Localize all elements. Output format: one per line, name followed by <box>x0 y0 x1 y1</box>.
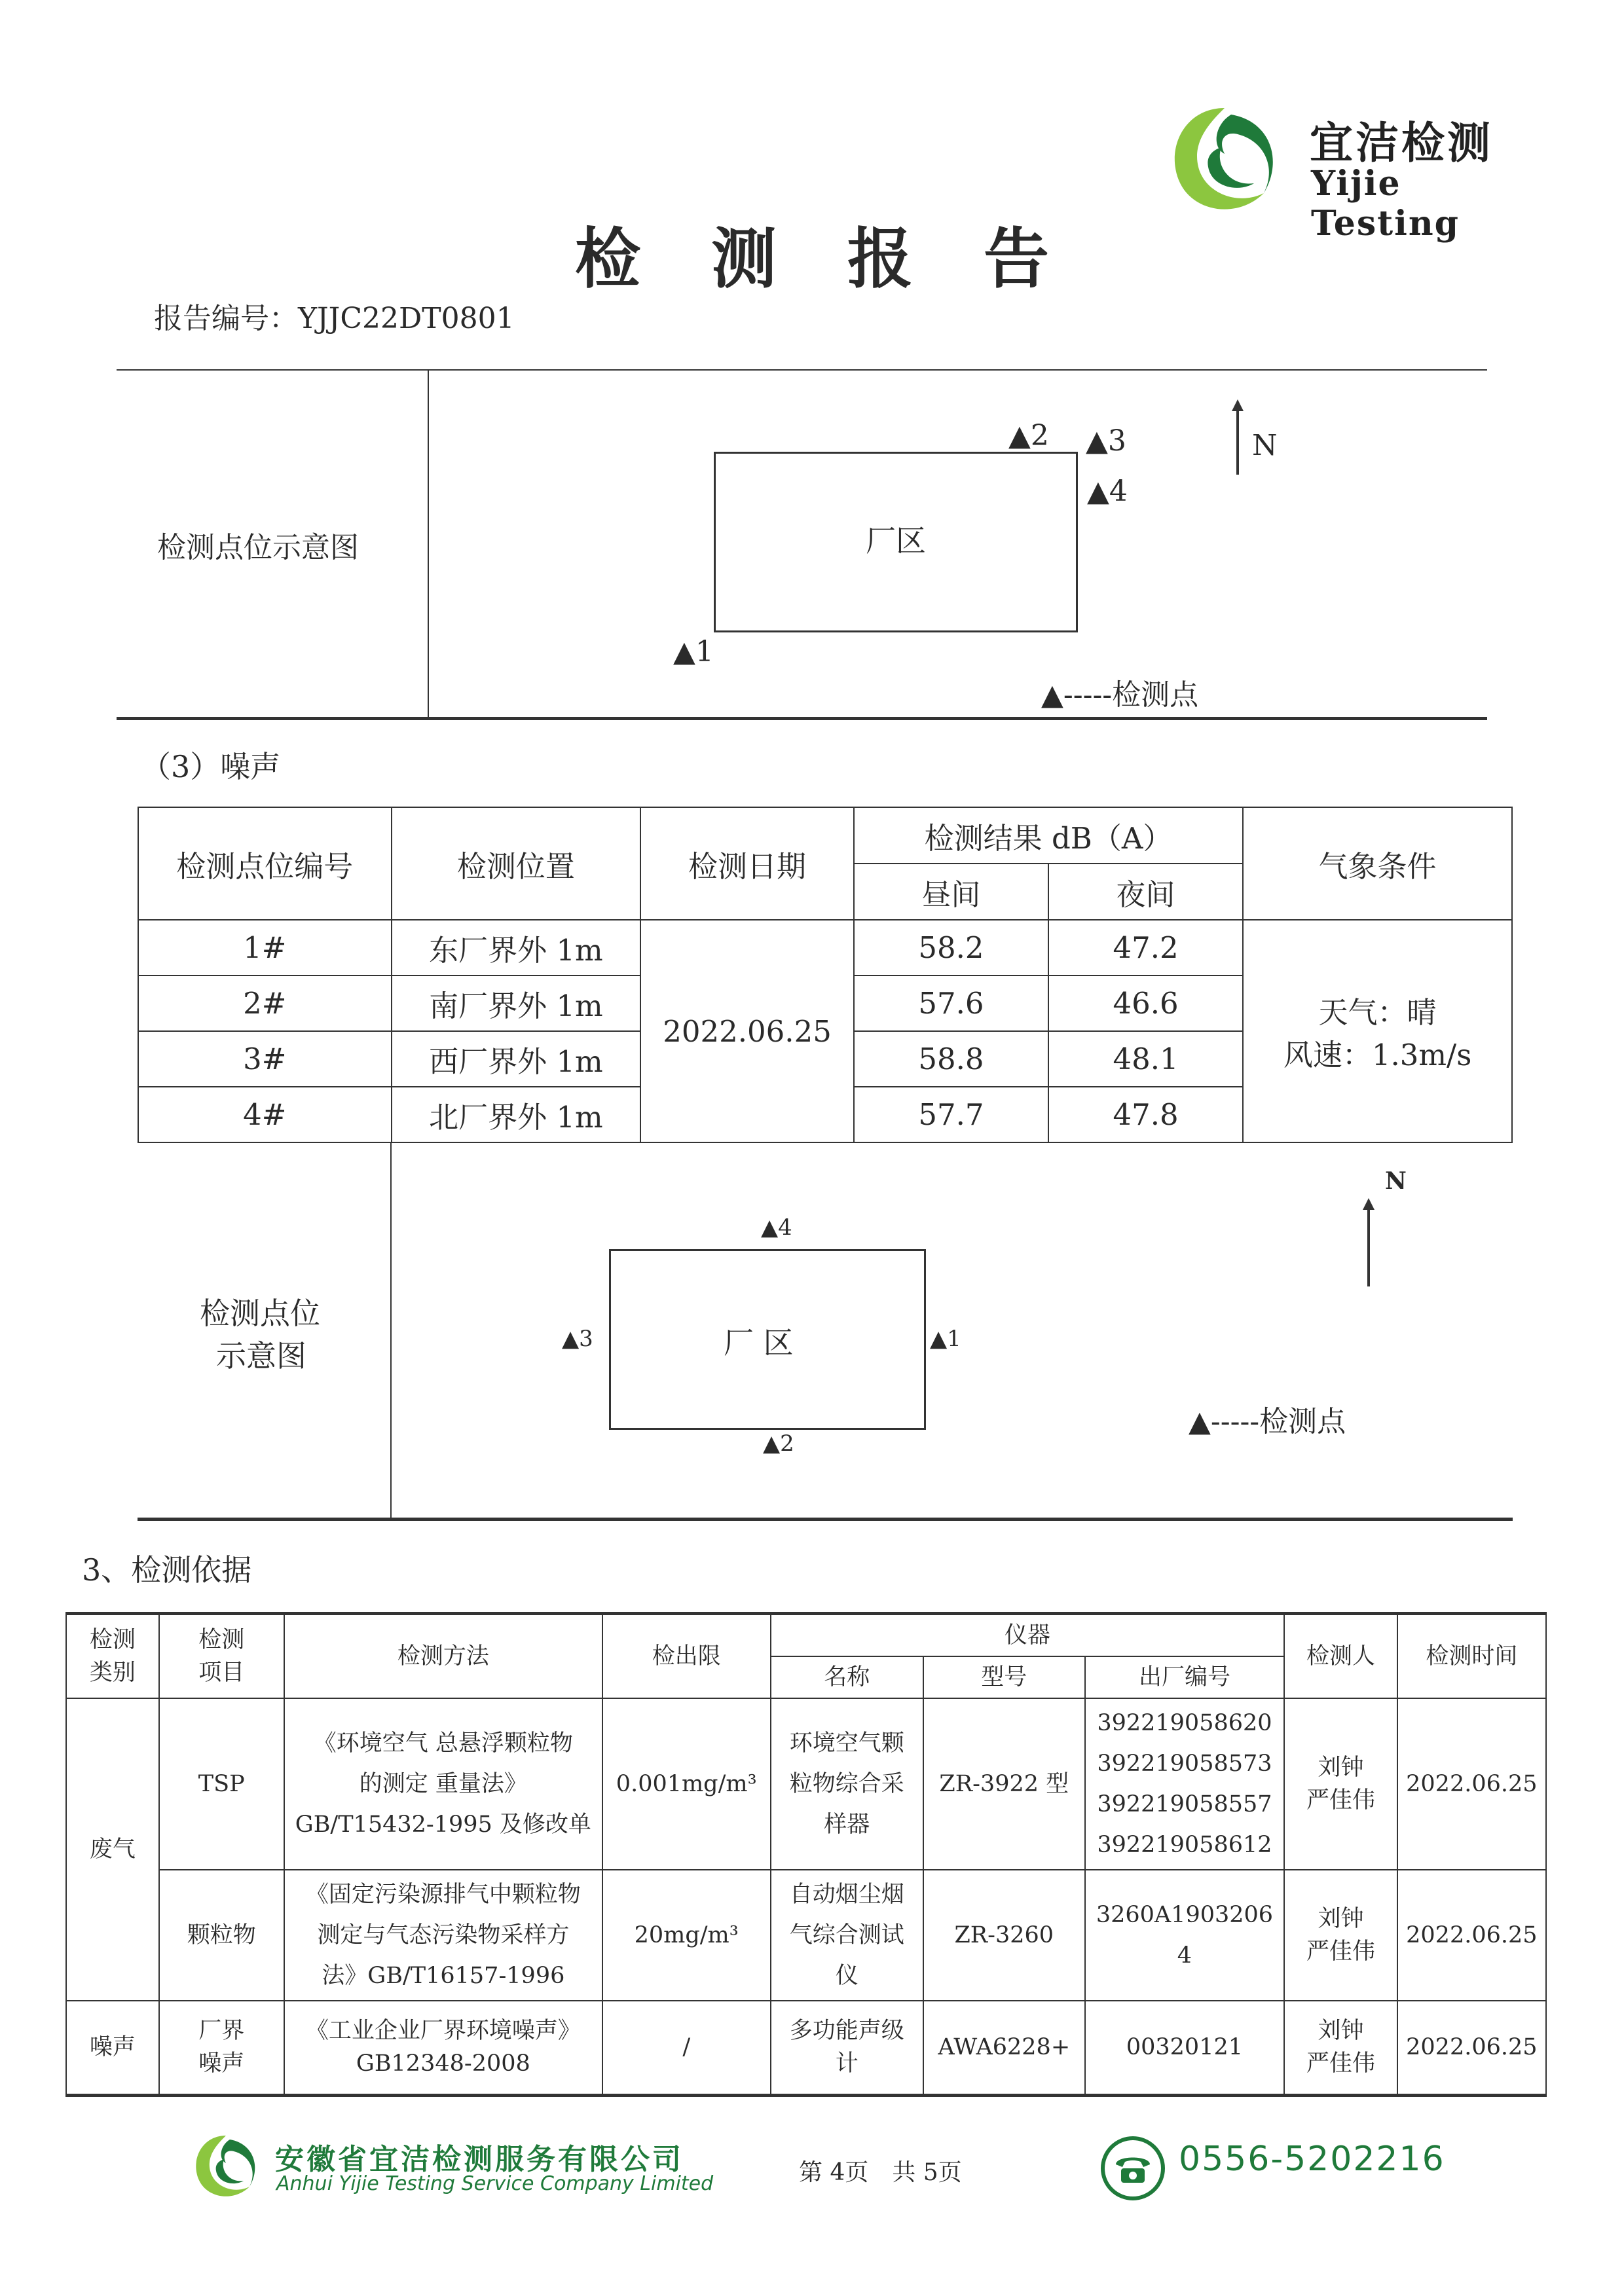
noise-map-label-line1: 检测点位 <box>200 1296 320 1331</box>
noise-table <box>138 807 1513 1143</box>
basis-header-limit: 检出限 <box>602 1614 771 1699</box>
noise-point-no: 3# <box>138 1031 392 1087</box>
basis-method: 《固定污染源排气中颗粒物 测定与气态污染物采样方 法》GB/T16157-1996 <box>284 1870 602 2001</box>
basis-inst-serial: 00320121 <box>1085 2001 1285 2095</box>
basis-header-category: 检测 类别 <box>66 1614 159 1699</box>
basis-tester: 刘钟 严佳伟 <box>1284 1698 1397 1870</box>
basis-category: 废气 <box>66 1698 159 2001</box>
basis-inst-serial: 392219058620 392219058573 392219058557 392219058612 <box>1085 1698 1285 1870</box>
noise-header-night: 夜间 <box>1048 864 1243 920</box>
basis-method: 《工业企业厂界环境噪声》 GB12348-2008 <box>284 2001 602 2095</box>
basis-inst-serial: 3260A1903206 4 <box>1085 1870 1285 2001</box>
basis-inst-model: ZR-3922 型 <box>923 1698 1084 1870</box>
noise-point-no: 1# <box>138 920 392 975</box>
noise-location: 东厂界外 1m <box>392 920 641 975</box>
noise-map-point-3: ▲3 <box>562 1326 593 1352</box>
basis-header-instrument: 仪器 <box>771 1614 1285 1657</box>
basis-header-time: 检测时间 <box>1397 1614 1546 1699</box>
basis-item: 厂界 噪声 <box>159 2001 284 2095</box>
noise-day-value: 57.6 <box>854 975 1048 1031</box>
basis-test-time: 2022.06.25 <box>1397 1870 1546 2001</box>
basis-header-tester: 检测人 <box>1284 1614 1397 1699</box>
basis-limit: / <box>602 2001 771 2095</box>
noise-map-point-4: ▲4 <box>761 1214 792 1241</box>
noise-header-weather: 气象条件 <box>1243 807 1512 920</box>
air-map-point-3: ▲3 <box>1086 424 1126 458</box>
basis-inst-name: 自动烟尘烟 气综合测试 仪 <box>771 1870 924 2001</box>
table-row <box>66 1870 1546 2001</box>
basis-inst-model: AWA6228+ <box>923 2001 1084 2095</box>
air-map-top-border <box>117 369 1487 371</box>
air-map-north-label: N <box>1252 429 1278 462</box>
basis-inst-name: 环境空气颗 粒物综合采 样器 <box>771 1698 924 1870</box>
air-map-point-1: ▲1 <box>673 635 714 668</box>
noise-map-point-2: ▲2 <box>763 1430 794 1457</box>
north-arrow-icon <box>1359 1198 1378 1290</box>
noise-night-value: 47.2 <box>1048 920 1243 975</box>
air-map-legend: ▲-----检测点 <box>1041 678 1199 712</box>
noise-header-day: 昼间 <box>854 864 1048 920</box>
table-row <box>66 1698 1546 1870</box>
basis-limit: 20mg/m³ <box>602 1870 771 2001</box>
noise-map-legend: ▲-----检测点 <box>1189 1405 1346 1438</box>
noise-point-no: 4# <box>138 1087 392 1142</box>
noise-header-point: 检测点位编号 <box>138 807 392 920</box>
basis-item: TSP <box>159 1698 284 1870</box>
basis-category: 噪声 <box>66 2001 159 2095</box>
noise-location: 北厂界外 1m <box>392 1087 641 1142</box>
footer-company-en: Anhui Yijie Testing Service Company Limited <box>276 2172 714 2195</box>
basis-test-time: 2022.06.25 <box>1397 2001 1546 2095</box>
basis-method: 《环境空气 总悬浮颗粒物 的测定 重量法》 GB/T15432-1995 及修改单 <box>284 1698 602 1870</box>
noise-day-value: 57.7 <box>854 1087 1048 1142</box>
noise-map-divider <box>390 1143 392 1520</box>
noise-weather-line2: 风速：1.3m/s <box>1283 1038 1472 1072</box>
air-map-area-label: 厂区 <box>866 523 926 558</box>
noise-night-value: 46.6 <box>1048 975 1243 1031</box>
noise-day-value: 58.8 <box>854 1031 1048 1087</box>
basis-header-item: 检测 项目 <box>159 1614 284 1699</box>
table-row <box>138 920 1512 975</box>
footer-company-cn: 安徽省宜洁检测服务有限公司 <box>275 2143 684 2176</box>
noise-weather-line1: 天气：晴 <box>1318 995 1437 1030</box>
footer-phone: 0556-5202216 <box>1179 2140 1445 2179</box>
telephone-icon <box>1100 2136 1166 2201</box>
basis-header-inst-serial: 出厂编号 <box>1085 1656 1285 1698</box>
basis-tester: 刘钟 严佳伟 <box>1284 1870 1397 2001</box>
air-map-divider <box>428 369 429 718</box>
air-map-label: 检测点位示意图 <box>157 531 359 564</box>
basis-item: 颗粒物 <box>159 1870 284 2001</box>
basis-section-title: 3、检测依据 <box>82 1552 252 1588</box>
basis-header-method: 检测方法 <box>284 1614 602 1699</box>
basis-inst-model: ZR-3260 <box>923 1870 1084 2001</box>
noise-location: 西厂界外 1m <box>392 1031 641 1087</box>
noise-location: 南厂界外 1m <box>392 975 641 1031</box>
noise-date: 2022.06.25 <box>640 920 854 1142</box>
noise-header-location: 检测位置 <box>392 807 641 920</box>
report-number: 报告编号：YJJC22DT0801 <box>154 302 515 335</box>
noise-night-value: 48.1 <box>1048 1031 1243 1087</box>
noise-map-bottom-border <box>138 1518 1513 1521</box>
logo-en-text: Yijie Testing <box>1311 164 1460 244</box>
noise-header-date: 检测日期 <box>640 807 854 920</box>
table-row <box>66 2001 1546 2095</box>
air-map-bottom-border <box>117 717 1487 720</box>
page-title: 检测报告 <box>575 221 1120 297</box>
basis-tester: 刘钟 严佳伟 <box>1284 2001 1397 2095</box>
air-map-point-2: ▲2 <box>1008 419 1049 452</box>
noise-weather <box>1243 920 1512 1142</box>
noise-night-value: 47.8 <box>1048 1087 1243 1142</box>
basis-header-inst-model: 型号 <box>923 1656 1084 1698</box>
basis-inst-name: 多功能声级 计 <box>771 2001 924 2095</box>
noise-day-value: 58.2 <box>854 920 1048 975</box>
noise-section-title: （3）噪声 <box>141 749 281 784</box>
noise-map-north-label: N <box>1385 1167 1407 1195</box>
noise-header-result: 检测结果 dB（A） <box>854 807 1243 864</box>
noise-map-area-label: 厂 区 <box>724 1325 794 1360</box>
footer-logo-icon <box>187 2128 265 2206</box>
logo-cn-text: 宜洁检测 <box>1310 118 1493 168</box>
noise-map-label-line2: 示意图 <box>216 1338 306 1374</box>
basis-test-time: 2022.06.25 <box>1397 1698 1546 1870</box>
air-map-point-4: ▲4 <box>1087 475 1128 508</box>
noise-map-point-1: ▲1 <box>930 1326 961 1352</box>
basis-limit: 0.001mg/m³ <box>602 1698 771 1870</box>
basis-header-inst-name: 名称 <box>771 1656 924 1698</box>
noise-point-no: 2# <box>138 975 392 1031</box>
basis-table <box>65 1612 1547 2097</box>
north-arrow-icon <box>1228 399 1247 478</box>
footer-page-number: 第 4页 共 5页 <box>799 2159 962 2186</box>
